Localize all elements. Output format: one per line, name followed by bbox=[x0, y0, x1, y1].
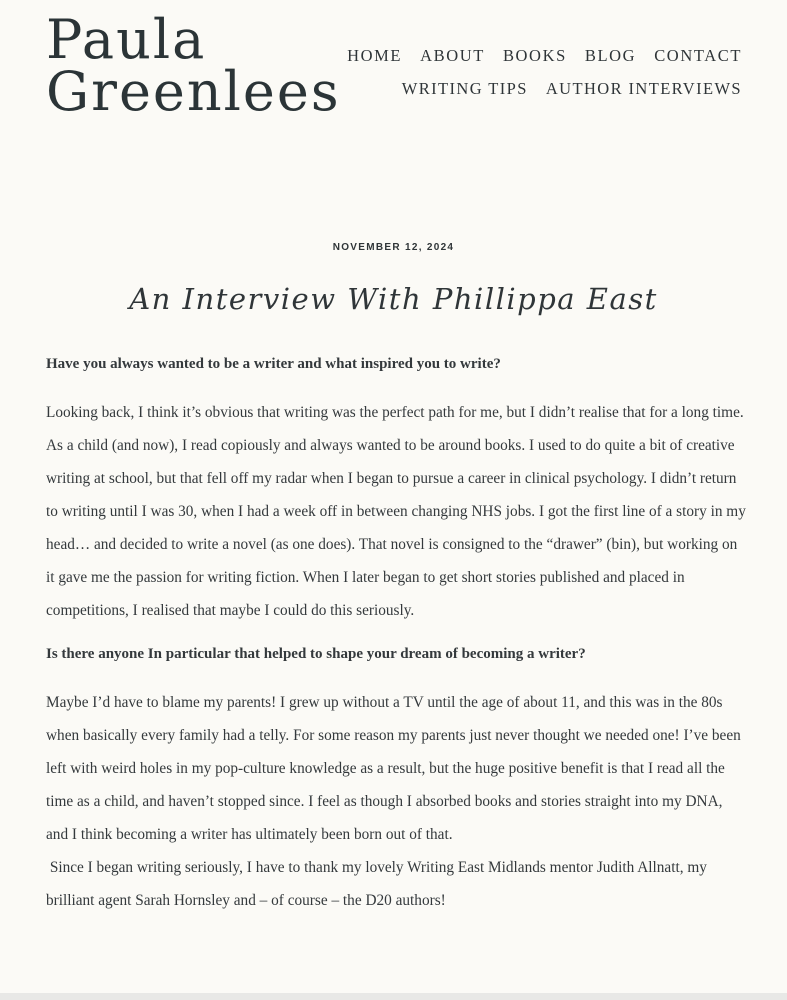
nav-about[interactable]: ABOUT bbox=[420, 46, 485, 65]
site-title-line1: Paula bbox=[46, 8, 207, 71]
nav-home[interactable]: HOME bbox=[347, 46, 403, 65]
nav-row-primary bbox=[312, 46, 742, 66]
post-date: NOVEMBER 12, 2024 bbox=[332, 242, 455, 253]
question-1: Have you always wanted to be a writer and what inspired you to write? bbox=[46, 356, 501, 372]
nav-books[interactable]: BOOKS bbox=[502, 46, 567, 65]
answer-2: Maybe I’d have to blame my parents! I grew up without a TV until the age of about 11, and this was in the 80s when basically every family had a telly. For some reason my parents just never thought we needed one! I’ve been left with weird holes in my pop-culture knowledge as a result, but the huge positive benefit is that I read all the time as a child, and haven’t stopped since. I feel as though I absorbed books and stories straight into my DNA, and I think becoming a writer has ultimately been born out of that. bbox=[46, 694, 741, 843]
question-2: Is there anyone In particular that helped to shape your dream of becoming a writer? bbox=[46, 646, 586, 662]
nav-blog[interactable]: BLOG bbox=[584, 46, 637, 65]
nav-contact[interactable]: CONTACT bbox=[654, 46, 742, 65]
post-title: An Interview With Phillippa East bbox=[129, 282, 658, 316]
site-title-line2: Greenlees bbox=[46, 60, 341, 123]
main-navigation bbox=[312, 46, 742, 112]
answer-1: Looking back, I think it’s obvious that writing was the perfect path for me, but I didn’t realise that for a long time. As a child (and now), I read copiously and always wanted to be around books. I used to do quite a bit of creative writing at school, but that fell off my radar when I began to pursue a career in clinical psychology. I didn’t return to writing until I was 30, when I had a week off in between changing NHS jobs. I got the first line of a story in my head… and decided to write a novel (as one does). That novel is consigned to the “drawer” (bin), but working on it gave me the passion for writing fiction. When I later began to get short stories published and placed in competitions, I realised that maybe I could do this seriously. bbox=[46, 404, 746, 619]
nav-row-secondary bbox=[312, 79, 742, 99]
site-title[interactable] bbox=[46, 8, 341, 123]
post-content bbox=[46, 348, 746, 917]
answer-2-continued: Since I began writing seriously, I have to thank my lovely Writing East Midlands mentor Judith Allnatt, my brilliant agent Sarah Hornsley and – of course – the D20 authors! bbox=[46, 859, 711, 909]
nav-author-interviews[interactable]: AUTHOR INTERVIEWS bbox=[545, 79, 742, 98]
bottom-divider bbox=[0, 993, 787, 1000]
nav-writing-tips[interactable]: WRITING TIPS bbox=[401, 79, 528, 98]
